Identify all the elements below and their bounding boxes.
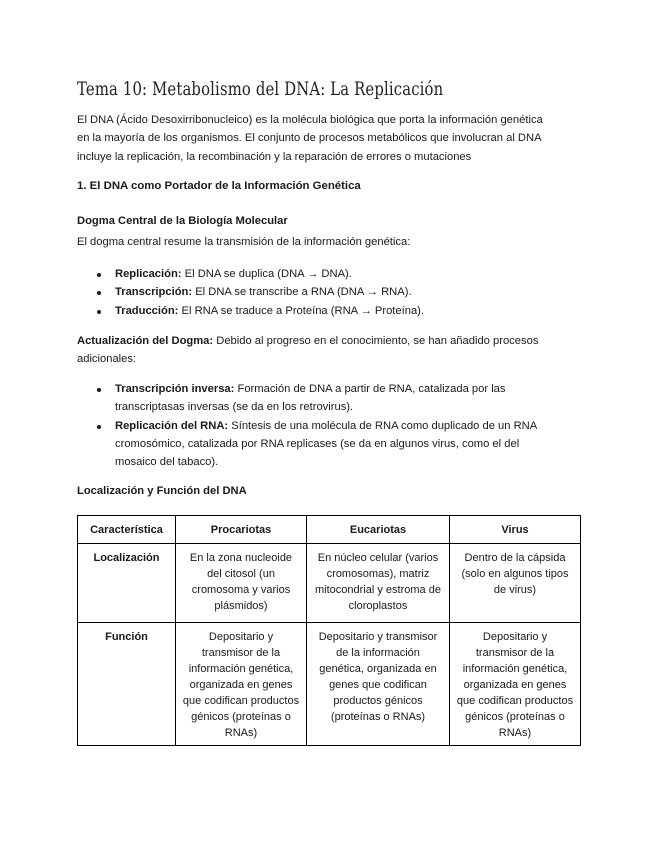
- list-item: Replicación: El DNA se duplica (DNA → DNA).: [77, 265, 557, 283]
- dogma-list: [77, 265, 557, 320]
- update-list: [77, 380, 557, 471]
- list-item: Transcripción inversa: Formación de DNA a partir de RNA, catalizada por las transcriptasas inversas (se da en los retrovirus).: [77, 380, 557, 417]
- column-header: Eucariotas: [307, 516, 450, 544]
- table-cell: Dentro de la cápsida (solo en algunos tipos de virus): [450, 544, 581, 623]
- table-cell: Depositario y transmisor de la información genética, organizada en genes que codifican productos génicos (proteínas o RNAs): [176, 623, 307, 746]
- list-item: Transcripción: El DNA se transcribe a RNA (DNA → RNA).: [77, 283, 557, 301]
- table-cell: Depositario y transmisor de la información genética, organizada en genes que codifican productos génicos (proteínas o RNAs): [307, 623, 450, 746]
- page-title: Tema 10: Metabolismo del DNA: La Replicación: [77, 78, 444, 100]
- list-item: Traducción: El RNA se traduce a Proteína (RNA → Proteína).: [77, 302, 557, 320]
- dogma-text: El dogma central resume la transmisión de la información genética:: [77, 236, 411, 248]
- table-row: [78, 623, 581, 746]
- table-heading: Localización y Función del DNA: [77, 485, 247, 497]
- section-heading: 1. El DNA como Portador de la Información Genética: [77, 180, 361, 192]
- intro-paragraph: [77, 111, 577, 166]
- list-item: Replicación del RNA: Síntesis de una molécula de RNA como duplicado de un RNA cromosómico, catalizada por RNA replicases (se da en algunos virus, como el del mosaico del tabaco).: [77, 417, 557, 472]
- intro-line: incluye la replicación, la recombinación y la reparación de errores o mutaciones: [77, 150, 472, 163]
- table-row: [78, 544, 581, 623]
- table-cell: En núcleo celular (varios cromosomas), matriz mitocondrial y estroma de cloroplastos: [307, 544, 450, 623]
- row-header: Función: [78, 623, 176, 746]
- column-header: Virus: [450, 516, 581, 544]
- dna-table: [77, 515, 581, 746]
- column-header: Procariotas: [176, 516, 307, 544]
- intro-line: en la mayoría de los organismos. El conjunto de procesos metabólicos que involucran al DNA: [77, 132, 542, 145]
- subsection-heading: Dogma Central de la Biología Molecular: [77, 215, 288, 227]
- column-header: Característica: [78, 516, 176, 544]
- update-term: Actualización del Dogma:: [77, 335, 214, 347]
- table-header-row: [78, 516, 581, 544]
- table-cell: En la zona nucleoide del citosol (un cromosoma y varios plásmidos): [176, 544, 307, 623]
- row-header: Localización: [78, 544, 176, 623]
- table-cell: Depositario y transmisor de la información genética, organizada en genes que codifican productos génicos (proteínas o RNAs): [450, 623, 581, 746]
- dogma-update-paragraph: Actualización del Dogma: Debido al progreso en el conocimiento, se han añadido procesos adicionales:: [77, 335, 539, 366]
- intro-line: El DNA (Ácido Desoxirribonucleico) es la molécula biológica que porta la información genética: [77, 114, 543, 126]
